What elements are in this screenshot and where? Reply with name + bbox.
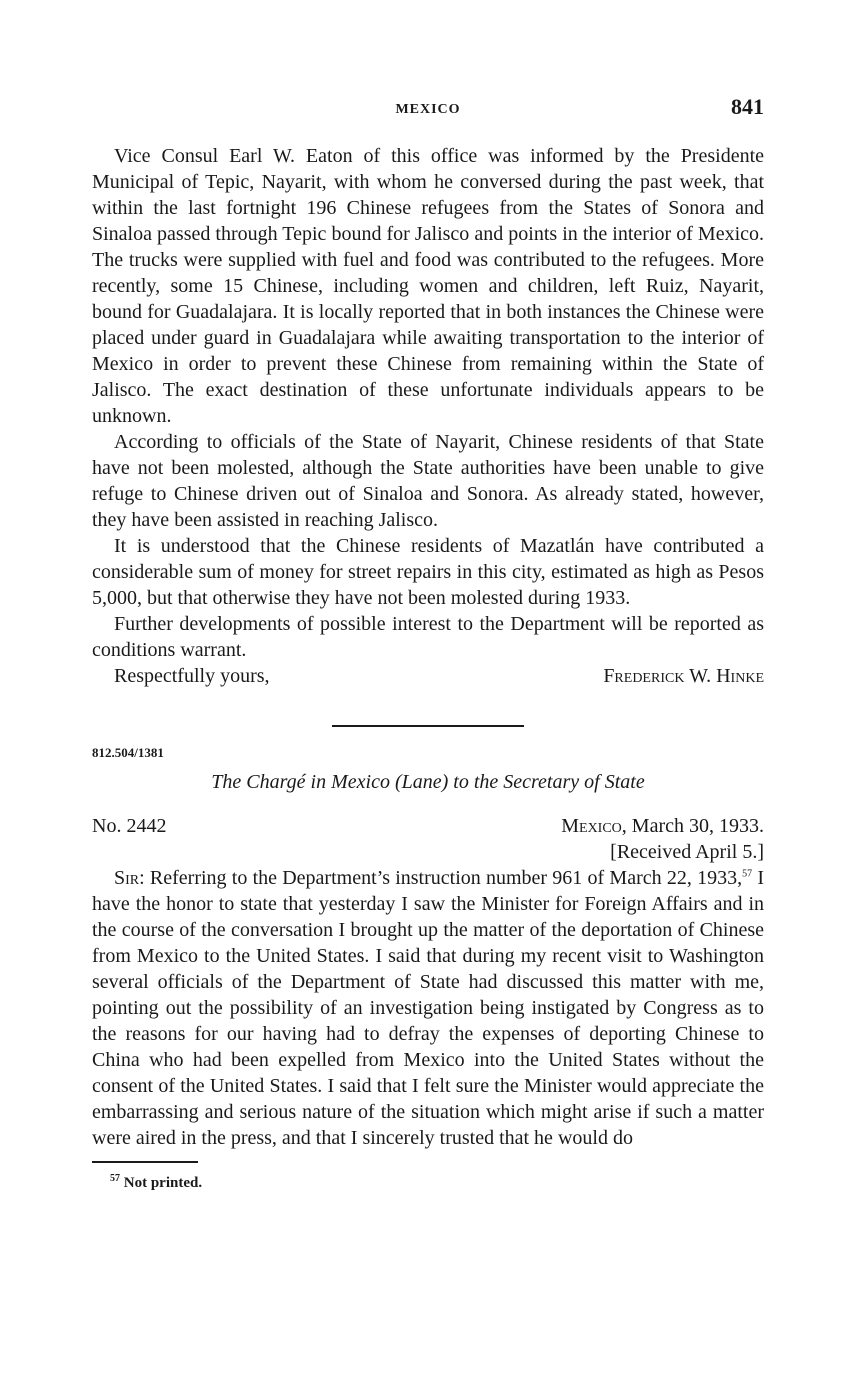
footnote bbox=[92, 1175, 764, 1192]
footnote-text: Not printed. bbox=[123, 1175, 203, 1191]
paragraph-2: According to officials of the State of Nayarit, Chinese residents of that State have not been molested, although the State authorities have been unable to give refuge to Chinese driven out of Sinaloa and Sonora. As already stated, however, they have been assisted in reaching Jalisco. bbox=[92, 431, 764, 531]
footnote-divider bbox=[92, 1161, 198, 1163]
date-place: Mexico, bbox=[561, 815, 627, 837]
closing-block bbox=[92, 663, 764, 689]
footnote-number: 57 bbox=[110, 1173, 120, 1184]
letter-body-part2: I have the honor to state that yesterday I saw the Minister for Foreign Affairs and in the course of the conversation I brought up the matter of the deportation of Chinese from Mexico to the United States. I said that during my recent visit to Washington several officials of the Department of State had discussed this matter with me, pointing out the possibility of an investigation being instigated by Congress as to the reasons for our having had to defray the expenses of deporting Chinese to China who had been expelled from Mexico into the United States without the consent of the United States. I said that I felt sure the Minister would appreciate the embarrassing and serious nature of the situation which might arise if such a matter were aired in the press, and that I sincerely trusted that he would do bbox=[92, 867, 765, 1149]
despatch-number: No. 2442 bbox=[92, 815, 167, 837]
despatch-date bbox=[561, 813, 764, 839]
paragraph-1: Vice Consul Earl W. Eaton of this office was informed by the Presidente Municipal of Tepic, Nayarit, with whom he conversed during the past week, that within the last fortnight 196 Chinese refugees from the States of Sonora and Sinaloa passed through Tepic bound for Jalisco and points in the interior of Mexico. The trucks were supplied with fuel and food was contributed to the refugees. More recently, some 15 Chinese, including women and children, left Ruiz, Nayarit, bound for Guadalajara. It is locally reported that in both instances the Chinese were placed under guard in Guadalajara while awaiting transportation to the interior of Mexico in order to prevent these Chinese from remaining within the State of Jalisco. The exact destination of these unfortunate individuals appears to be unknown. bbox=[92, 145, 764, 427]
file-number: 812.504/1381 bbox=[92, 745, 164, 760]
salutation-sir: Sir bbox=[114, 867, 140, 889]
paragraph-4: Further developments of possible interest to the Department will be reported as conditions warrant. bbox=[92, 613, 764, 661]
footnote-ref: 57 bbox=[742, 868, 753, 880]
paragraph-3: It is understood that the Chinese residents of Mazatlán have contributed a considerable sum of money for street repairs in this city, estimated as high as Pesos 5,000, but that otherwise they have not been molested during 1933. bbox=[92, 535, 764, 609]
letter-body-part1: : Referring to the Department’s instruction number 961 of March 22, 1933, bbox=[139, 867, 743, 889]
received-date: [Received April 5.] bbox=[610, 841, 764, 863]
document-meta bbox=[92, 813, 764, 865]
page-body bbox=[92, 143, 764, 1192]
closing-salutation: Respectfully yours, bbox=[114, 665, 270, 687]
section-divider bbox=[332, 725, 524, 727]
document-heading: The Chargé in Mexico (Lane) to the Secretary of State bbox=[211, 771, 645, 793]
signature: Frederick W. Hinke bbox=[603, 665, 764, 687]
letter-body bbox=[92, 865, 764, 1151]
page-number: 841 bbox=[731, 94, 764, 119]
running-title: MEXICO bbox=[395, 102, 461, 117]
date-value: March 30, 1933. bbox=[631, 815, 764, 837]
page-header bbox=[92, 94, 764, 124]
